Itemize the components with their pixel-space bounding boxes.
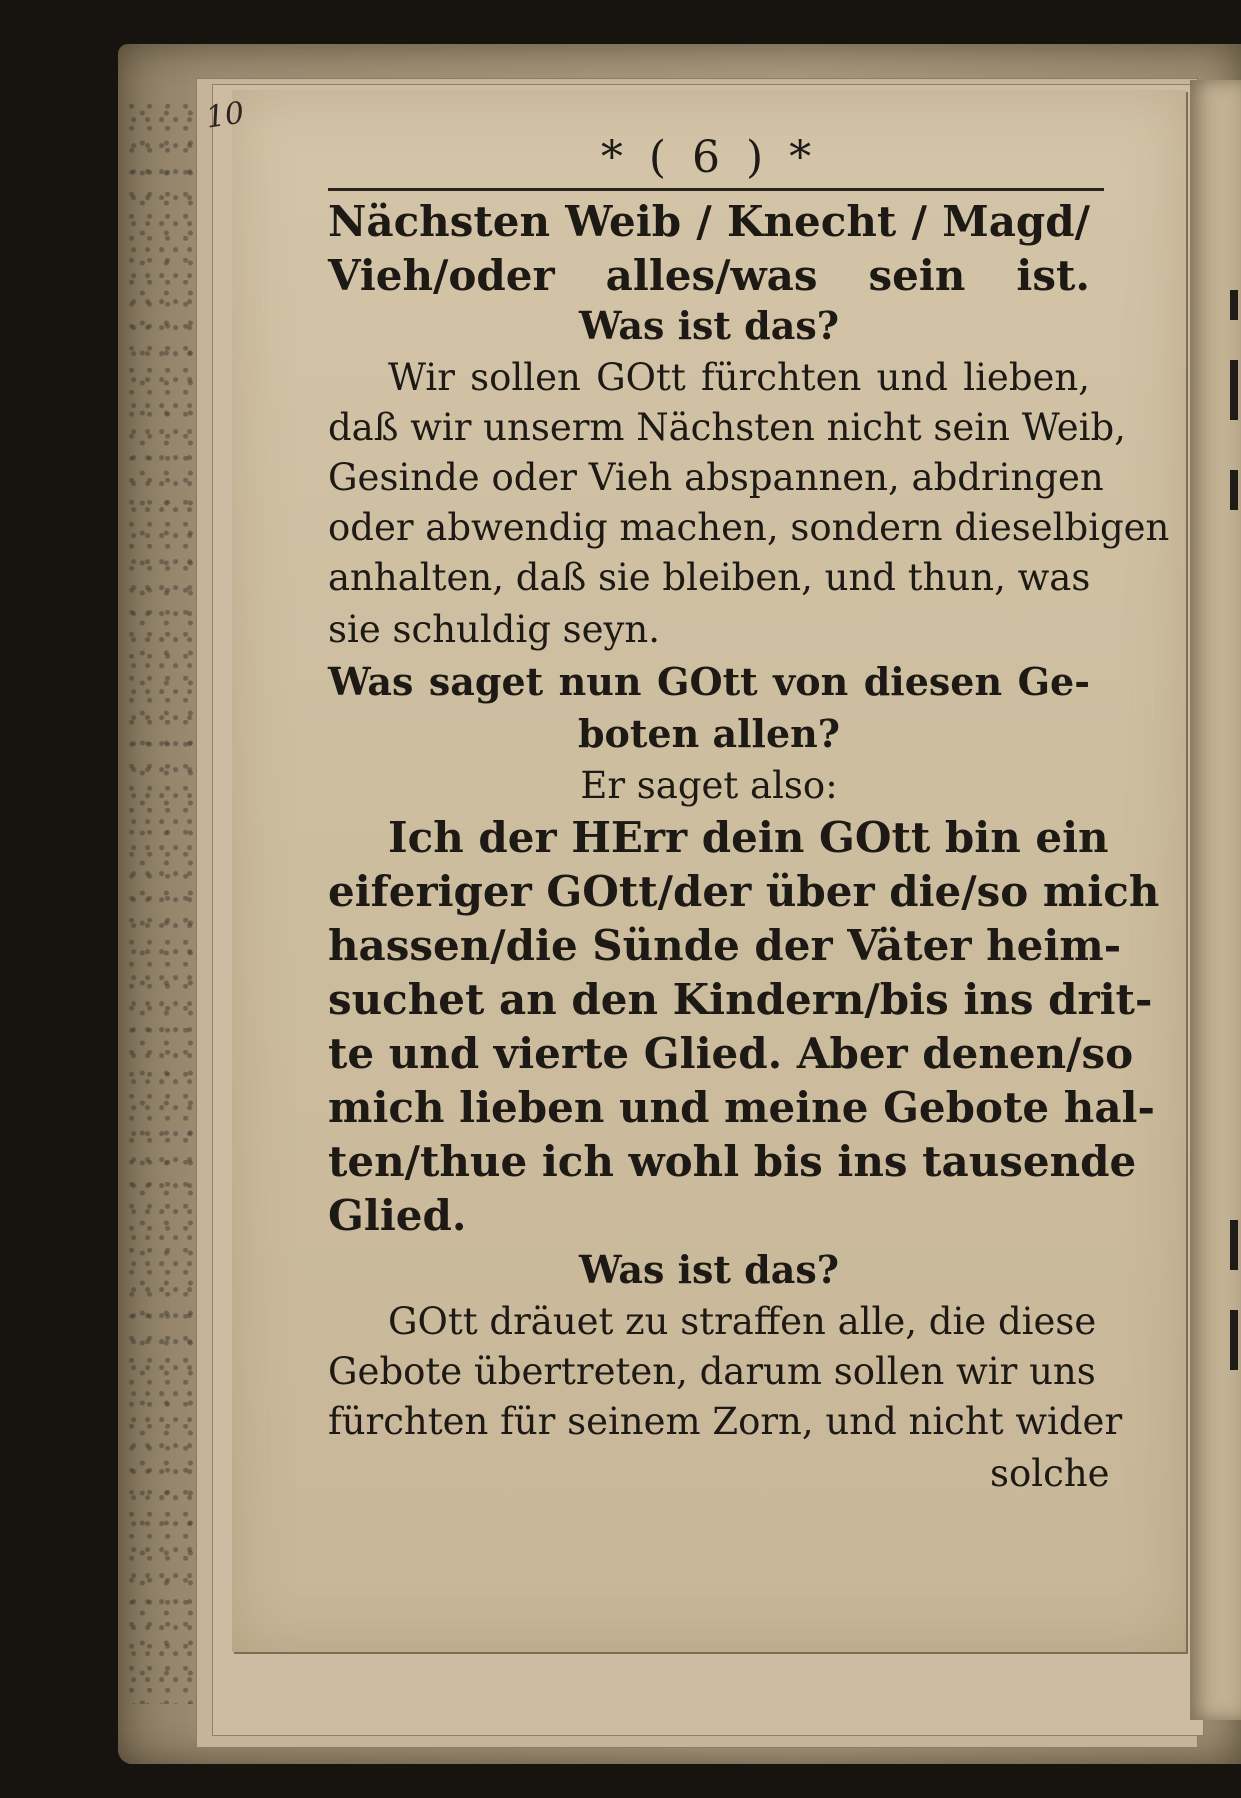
text-line: Was ist das?: [578, 303, 840, 348]
page-number-header: * ( 6 ) *: [600, 132, 818, 183]
text-line: hassen/die Sünde der Väter heim-: [328, 921, 1122, 970]
book-page: [232, 90, 1186, 1652]
cover-speckle-texture: [128, 104, 198, 1704]
text-line: Gesinde oder Vieh abspannen, abdringen: [328, 456, 1104, 499]
facing-page-edge: [1190, 80, 1241, 1720]
facing-page-ink: [1230, 1310, 1238, 1370]
text-line: Wir sollen GOtt fürchten und lieben,: [388, 356, 1090, 399]
text-line: GOtt dräuet zu straffen alle, die diese: [388, 1300, 1097, 1343]
text-line: Was ist das?: [578, 1247, 840, 1292]
text-line: Gebote übertreten, darum sollen wir uns: [328, 1350, 1096, 1393]
text-line: boten allen?: [577, 711, 841, 756]
text-line: oder abwendig machen, sondern dieselbigen: [328, 506, 1170, 549]
text-line: daß wir unserm Nächsten nicht sein Weib,: [328, 406, 1126, 449]
pencil-annotation: 10: [203, 95, 247, 136]
text-line: sie schuldig seyn.: [328, 608, 661, 651]
text-line: Vieh/oder alles/was sein ist.: [328, 251, 1090, 300]
text-line: Was saget nun GOtt von diesen Ge-: [328, 659, 1090, 704]
text-line: solche: [990, 1452, 1110, 1495]
text-line: eiferiger GOtt/der über die/so mich: [328, 867, 1160, 916]
text-line: Nächsten Weib / Knecht / Magd/: [328, 197, 1090, 246]
header-rule: [328, 188, 1104, 191]
text-line: Er saget also:: [580, 764, 838, 807]
text-line: fürchten für seinem Zorn, und nicht wider: [328, 1400, 1123, 1443]
text-line: anhalten, daß sie bleiben, und thun, was: [328, 556, 1091, 599]
text-line: Ich der HErr dein GOtt bin ein: [388, 813, 1109, 862]
text-line: mich lieben und meine Gebote hal-: [328, 1083, 1155, 1132]
facing-page-ink: [1230, 1220, 1238, 1270]
facing-page-ink: [1230, 470, 1238, 510]
text-line: te und vierte Glied. Aber denen/so: [328, 1029, 1134, 1078]
facing-page-ink: [1230, 290, 1238, 320]
text-line: Glied.: [328, 1191, 467, 1240]
facing-page-ink: [1230, 360, 1238, 420]
text-line: suchet an den Kindern/bis ins drit-: [328, 975, 1153, 1024]
text-line: ten/thue ich wohl bis ins tausende: [328, 1137, 1137, 1186]
